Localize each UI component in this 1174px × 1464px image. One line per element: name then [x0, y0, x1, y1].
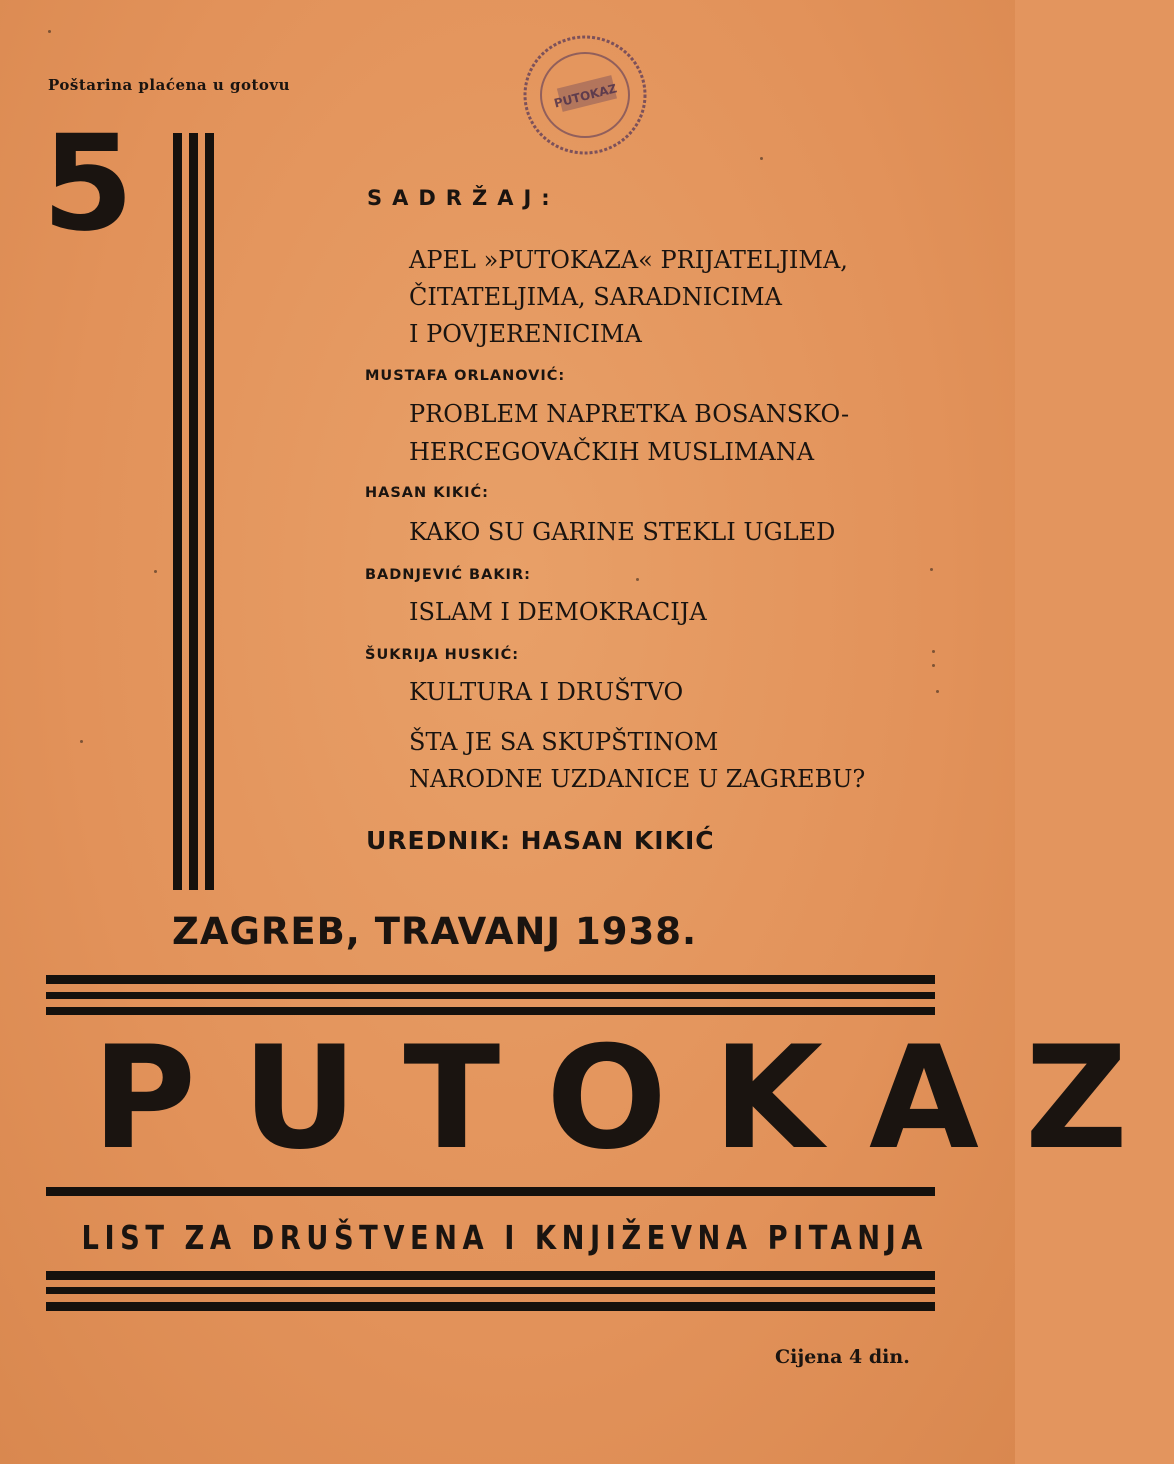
horizontal-rule: [46, 1271, 935, 1280]
horizontal-rule: [46, 1287, 935, 1294]
horizontal-rule: [46, 975, 935, 984]
article-author: ŠUKRIJA HUSKIĆ:: [365, 647, 520, 663]
horizontal-rule: [46, 1187, 935, 1196]
article-title: KULTURA I DRUŠTVO: [409, 678, 684, 706]
paper-speck: [636, 578, 639, 581]
article-title: ŠTA JE SA SKUPŠTINOM: [409, 728, 719, 756]
article-title: I POVJERENICIMA: [409, 320, 642, 348]
article-title: NARODNE UZDANICE U ZAGREBU?: [409, 765, 866, 793]
paper-speck: [932, 650, 935, 653]
editor-credit: UREDNIK: HASAN KIKIĆ: [366, 826, 715, 855]
article-author: HASAN KIKIĆ:: [365, 485, 489, 501]
article-author: BADNJEVIĆ BAKIR:: [365, 567, 531, 583]
article-title: APEL »PUTOKAZA« PRIJATELJIMA,: [409, 246, 848, 274]
postage-note: Poštarina plaćena u gotovu: [48, 76, 291, 94]
dateline: ZAGREB, TRAVANJ 1938.: [172, 910, 697, 953]
paper-speck: [760, 157, 763, 160]
issue-number: 5: [42, 107, 130, 261]
vertical-rule: [173, 133, 182, 890]
paper-speck: [154, 570, 157, 573]
article-title: ISLAM I DEMOKRACIJA: [409, 598, 707, 626]
paper-speck: [936, 690, 939, 693]
paper-speck: [930, 568, 933, 571]
library-stamp: [519, 30, 651, 160]
masthead-subtitle: LIST ZA DRUŠTVENA I KNJIŽEVNA PITANJA: [81, 1218, 928, 1257]
vertical-rule: [205, 133, 214, 890]
paper-speck: [80, 740, 83, 743]
horizontal-rule: [46, 1302, 935, 1311]
paper-speck: [48, 30, 51, 33]
paper-speck: [932, 664, 935, 667]
stamp-text: PUTOKAZ: [552, 81, 619, 111]
contents-heading: SADRŽAJ:: [367, 186, 560, 210]
article-title: PROBLEM NAPRETKA BOSANSKO-: [409, 400, 850, 428]
article-title: HERCEGOVAČKIH MUSLIMANA: [409, 438, 815, 466]
horizontal-rule: [46, 1007, 935, 1015]
article-author: MUSTAFA ORLANOVIĆ:: [365, 368, 566, 384]
vertical-rule: [189, 133, 198, 890]
horizontal-rule: [46, 992, 935, 999]
price-label: Cijena 4 din.: [775, 1346, 910, 1368]
masthead-title: PUTOKAZ: [92, 1016, 1174, 1181]
article-title: ČITATELJIMA, SARADNICIMA: [409, 283, 782, 311]
article-title: KAKO SU GARINE STEKLI UGLED: [409, 518, 836, 546]
